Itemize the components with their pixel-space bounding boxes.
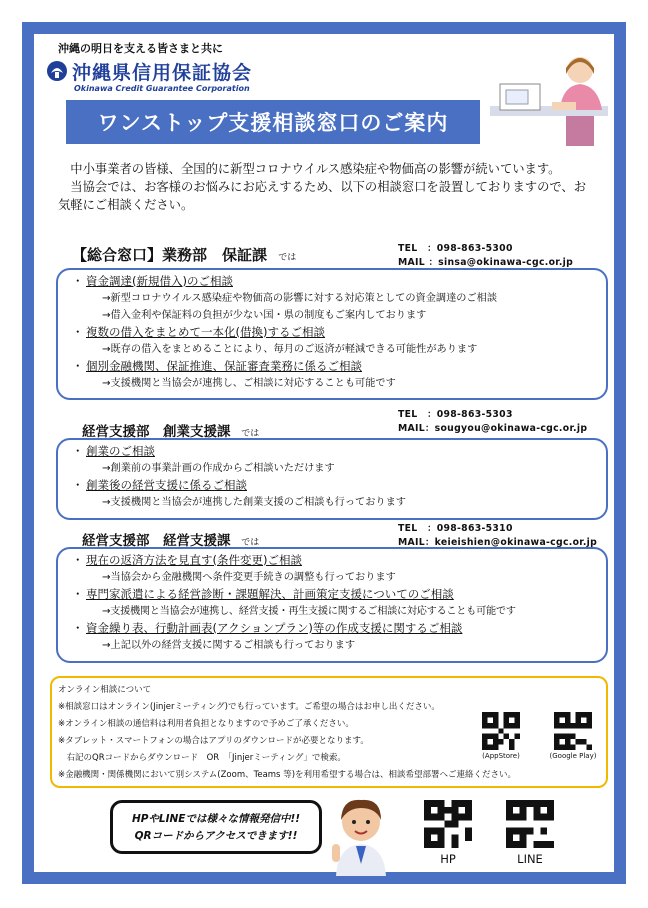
section-3-items — [72, 552, 516, 654]
hp-qr-code-icon[interactable] — [424, 800, 472, 848]
section-1-title-text: 【総合窓口】業務部 保証課 — [72, 246, 268, 264]
section-3-mail[interactable]: MAIL：keieishien@okinawa-cgc.or.jp — [398, 537, 598, 548]
org-name: 沖縄県信用保証協会 — [72, 62, 253, 84]
section-2-contact — [398, 408, 587, 436]
section-3-item-2: ・ 専門家派遣による経営診断・課題解決、計画策定支援についてのご相談 — [72, 587, 454, 601]
googleplay-qr-code-icon[interactable] — [554, 712, 592, 750]
section-1-mail[interactable]: MAIL ：sinsa@okinawa-cgc.or.jp — [398, 257, 574, 268]
org-name-en: Okinawa Credit Guarantee Corporation — [74, 84, 250, 93]
section-3-item-1-sub-1: →当協会から金融機関へ条件変更手続きの調整も行っております — [102, 572, 396, 583]
hp-label: HP — [440, 852, 456, 866]
line-label: LINE — [517, 852, 543, 866]
section-3-title — [82, 529, 259, 549]
section-3-contact — [398, 522, 597, 550]
tagline: 沖縄の明日を支える皆さまと共に — [58, 42, 223, 55]
section-3-item-3: ・ 資金繰り表、行動計画表(アクションプラン)等の作成支援に関するご相談 — [72, 621, 463, 635]
section-1-items — [72, 273, 497, 392]
section-2-item-1-sub-1: →創業前の事業計画の作成からご相談いただけます — [102, 463, 335, 474]
online-consultation-box — [50, 676, 608, 788]
bubble-line-1: HPやLINEでは様々な情報発信中!! — [131, 813, 301, 825]
section-1-item-1-sub-2: →借入金利や保証料の負担が少ない国・県の制度もご案内しております — [102, 310, 427, 321]
bubble-line-2: QRコードからアクセスできます!! — [134, 830, 298, 842]
section-1-contact — [398, 242, 573, 270]
intro-text — [58, 160, 598, 214]
online-line-3: ※オンライン相談の通信料は利用者負担となりますので予めご了承ください。 — [58, 719, 354, 729]
intro-paragraph-2: 当協会では、お客様のお悩みにお応えするため、以下の相談窓口を設置しておりますので、お気軽にご相談ください。 — [58, 180, 587, 212]
section-2-item-2: ・ 創業後の経営支援に係るご相談 — [72, 478, 247, 492]
section-2-suffix: では — [241, 429, 260, 439]
speech-bubble — [110, 800, 322, 854]
section-3-suffix: では — [241, 538, 260, 548]
section-2-item-2-sub-1: →支援機関と当協会が連携した創業支援のご相談も行っております — [102, 497, 406, 508]
org-logo-mark-icon — [46, 60, 68, 82]
section-3-item-2-sub-1: →支援機関と当協会が連携し、経営支援・再生支援に関するご相談に対応することも可能です — [102, 606, 516, 617]
online-line-5: 右記のQRコードからダウンロード OR 「Jinjerミーティング」で検索。 — [58, 753, 346, 763]
section-1-item-3-sub-1: →支援機関と当協会が連携し、ご相談に対応することも可能です — [102, 378, 396, 389]
section-1-item-1-sub-1: →新型コロナウイルス感染症や物価高の影響に対する対応策としての資金調達のご相談 — [102, 293, 498, 304]
section-1-suffix: では — [278, 253, 297, 263]
section-3-title-text: 経営支援部 経営支援課 — [82, 533, 231, 549]
consultation-illustration-icon — [490, 44, 608, 148]
googleplay-label: (Google Play) — [549, 752, 597, 760]
intro-paragraph-1: 中小事業者の皆様、全国的に新型コロナウイルス感染症や物価高の影響が続いています。 — [58, 162, 561, 176]
section-3-tel: TEL ：098-863-5310 — [398, 523, 513, 534]
section-1-item-2-sub-1: →既存の借入をまとめることにより、毎月のご返済が軽減できる可能性があります — [102, 344, 478, 355]
staff-character-icon — [326, 790, 396, 876]
section-3-item-1: ・ 現在の返済方法を見直す(条件変更)ご相談 — [72, 553, 302, 567]
section-2-item-1: ・ 創業のご相談 — [72, 444, 155, 458]
section-1-item-3: ・ 個別金融機関、保証推進、保証審査業務に係るご相談 — [72, 359, 362, 373]
section-2-tel: TEL ：098-863-5303 — [398, 409, 513, 420]
online-line-1: オンライン相談について — [58, 685, 152, 695]
section-1-title — [72, 244, 296, 265]
section-1-tel: TEL ：098-863-5300 — [398, 243, 513, 254]
section-2-title — [82, 420, 259, 440]
online-line-6: ※金融機関・関係機関において別システム(Zoom、Teams 等)を利用希望する場合は、相談希望部署へご連絡ください。 — [58, 770, 517, 780]
section-2-mail[interactable]: MAIL：sougyou@okinawa-cgc.or.jp — [398, 423, 588, 434]
appstore-label: (AppStore) — [482, 752, 520, 760]
org-logo — [46, 58, 276, 100]
section-1-item-2: ・ 複数の借入をまとめて一本化(借換)するご相談 — [72, 325, 325, 339]
online-line-2: ※相談窓口はオンライン(Jinjerミーティング)でも行っています。ご希望の場合はお申し出ください。 — [58, 702, 440, 712]
section-2-title-text: 経営支援部 創業支援課 — [82, 424, 231, 440]
appstore-qr-code-icon[interactable] — [482, 712, 520, 750]
section-2-items — [72, 443, 406, 511]
page-title-banner: ワンストップ支援相談窓口のご案内 — [66, 100, 480, 144]
section-3-item-3-sub-1: →上記以外の経営支援に関するご相談も行っております — [102, 640, 356, 651]
section-1-item-1: ・ 資金調達(新規借入)のご相談 — [72, 274, 233, 288]
online-line-4: ※タブレット・スマートフォンの場合はアプリのダウンロードが必要となります。 — [58, 736, 369, 746]
line-qr-code-icon[interactable] — [506, 800, 554, 848]
